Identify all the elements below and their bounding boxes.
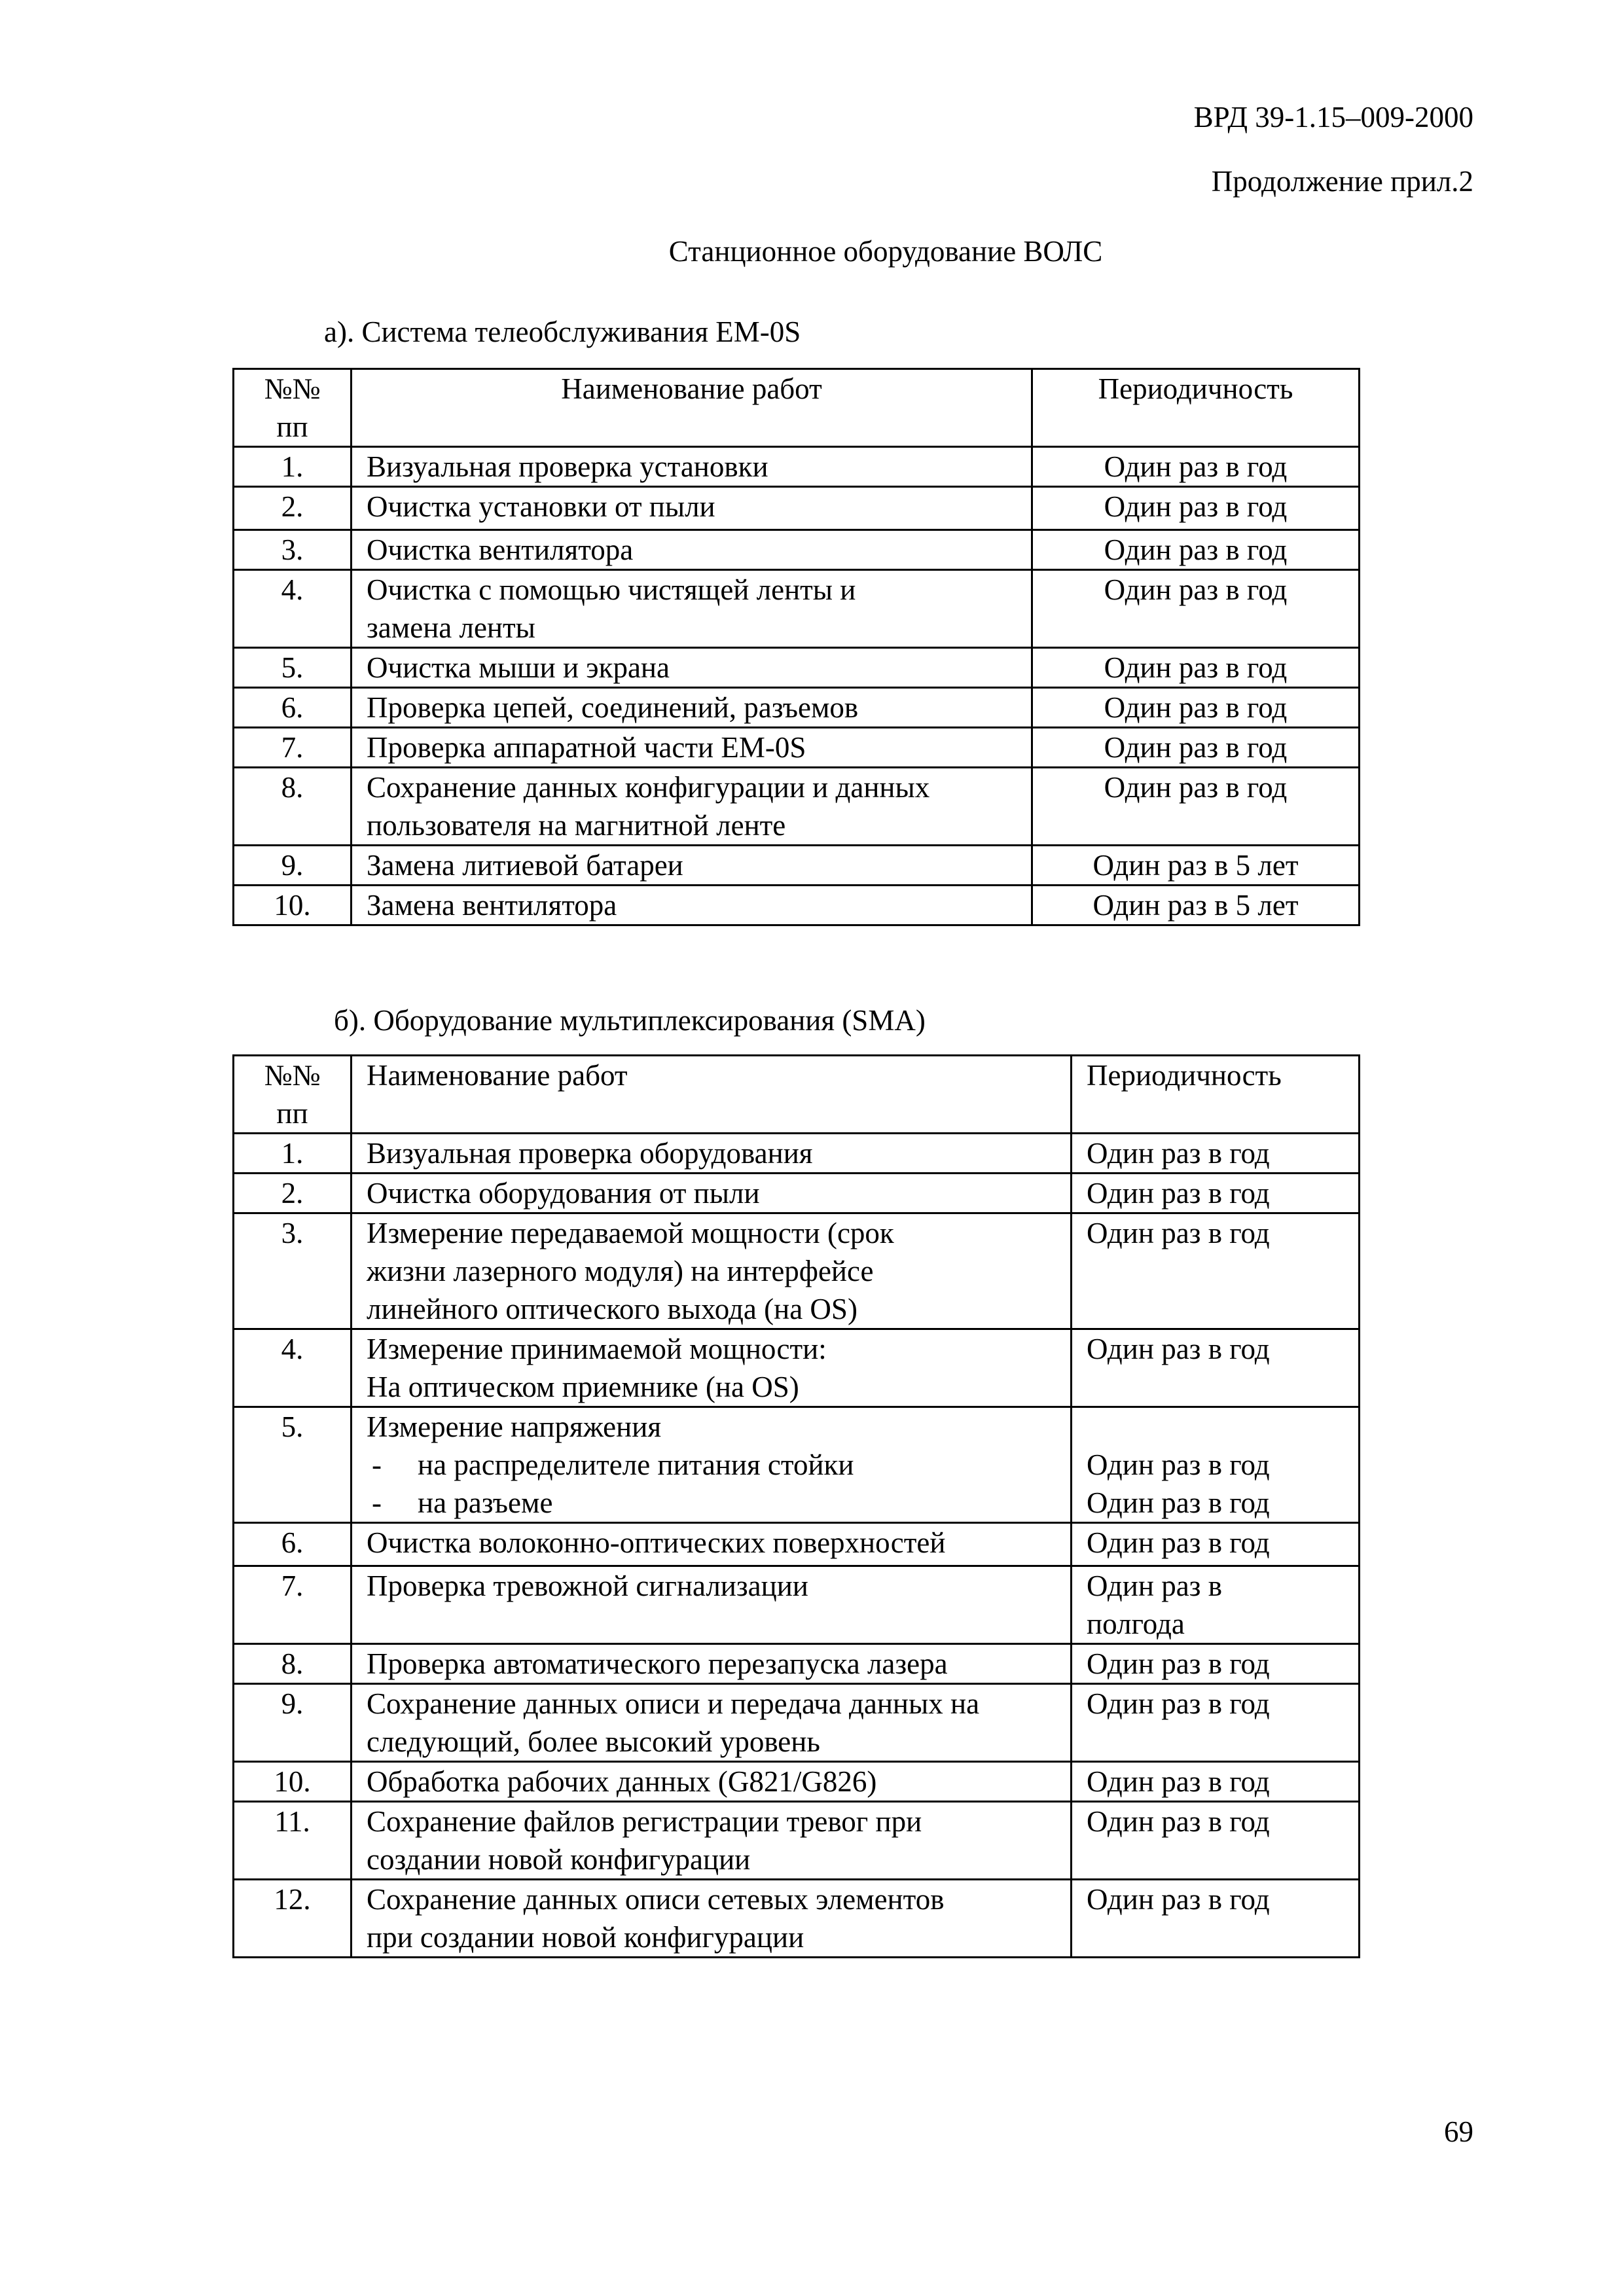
- period-text: Один раз в год: [1104, 651, 1288, 684]
- work-text: создании новой конфигурации: [367, 1843, 751, 1876]
- work-text: при создании новой конфигурации: [367, 1921, 804, 1954]
- period-text: Один раз в год: [1104, 731, 1288, 764]
- table-row: [234, 886, 1360, 925]
- table-header-row: [234, 369, 1360, 447]
- table-row: [234, 1802, 1360, 1880]
- period-text: Один раз в 5 лет: [1092, 849, 1299, 882]
- row-number: [234, 1880, 352, 1958]
- header-period-label: Периодичность: [1087, 1059, 1282, 1092]
- row-number-text: 1.: [281, 450, 304, 483]
- row-period: [1072, 1329, 1360, 1407]
- work-text: Проверка аппаратной части EM-0S: [367, 731, 806, 764]
- row-number: [234, 1802, 352, 1880]
- row-number-text: 10.: [274, 889, 311, 922]
- work-text: Очистка волоконно-оптических поверхностей: [367, 1526, 946, 1559]
- period-text: Один раз в год: [1104, 573, 1288, 606]
- row-number-text: 3.: [281, 1217, 304, 1249]
- row-period: [1032, 688, 1360, 728]
- section-a-caption: а). Система телеобслуживания EM-0S: [324, 315, 801, 348]
- table-row: [234, 1329, 1360, 1407]
- row-number-text: 5.: [281, 1410, 304, 1443]
- period-text: Один раз в год: [1104, 771, 1288, 804]
- row-work: [352, 487, 1032, 530]
- period-text: Один раз в год: [1104, 691, 1288, 724]
- maintenance-table-em0s: [232, 368, 1360, 926]
- row-number-text: 9.: [281, 849, 304, 882]
- period-text: Один раз в год: [1104, 490, 1288, 523]
- work-text: замена ленты: [367, 611, 535, 644]
- row-number: [234, 1407, 352, 1523]
- header-period: [1032, 369, 1360, 447]
- period-text: Один раз в год: [1087, 1486, 1270, 1519]
- row-work: [352, 1566, 1072, 1644]
- table-row: [234, 1213, 1360, 1329]
- row-number: [234, 447, 352, 487]
- row-number-text: 1.: [281, 1137, 304, 1170]
- row-work: [352, 1762, 1072, 1802]
- header-num: [234, 1056, 352, 1134]
- row-work: [352, 1213, 1072, 1329]
- row-number-text: 12.: [274, 1883, 311, 1916]
- page-title: Станционное оборудование ВОЛС: [668, 235, 1103, 268]
- row-period: [1072, 1880, 1360, 1958]
- work-text: Проверка тревожной сигнализации: [367, 1570, 808, 1602]
- row-work: [352, 648, 1032, 688]
- row-period: [1032, 886, 1360, 925]
- work-text: Визуальная проверка установки: [367, 450, 768, 483]
- work-text: Измерение передаваемой мощности (срок: [367, 1217, 894, 1249]
- row-work: [352, 1802, 1072, 1880]
- dash-marker: -: [372, 1486, 382, 1519]
- row-number-text: 4.: [281, 573, 304, 606]
- row-number: [234, 1174, 352, 1213]
- row-period: [1072, 1407, 1360, 1523]
- work-text: следующий, более высокий уровень: [367, 1725, 820, 1758]
- row-work: [352, 1174, 1072, 1213]
- row-work: [352, 1684, 1072, 1762]
- table-body: [234, 369, 1360, 925]
- row-period: [1072, 1523, 1360, 1566]
- table-row: [234, 1566, 1360, 1644]
- row-number-text: 11.: [274, 1805, 310, 1838]
- work-subitem-text: на разъеме: [418, 1486, 553, 1519]
- row-number: [234, 570, 352, 648]
- table-row: [234, 1762, 1360, 1802]
- row-period: [1032, 728, 1360, 768]
- row-number: [234, 487, 352, 530]
- row-period: [1032, 447, 1360, 487]
- header-work-label: Наименование работ: [561, 372, 822, 405]
- period-text: Один раз в год: [1087, 1526, 1270, 1559]
- row-work: [352, 846, 1032, 886]
- work-text: Обработка рабочих данных (G821/G826): [367, 1765, 877, 1798]
- table-row: [234, 570, 1360, 648]
- table-row: [234, 846, 1360, 886]
- row-period: [1072, 1802, 1360, 1880]
- row-period: [1032, 530, 1360, 570]
- work-text: Сохранение данных описи и передача данных на: [367, 1687, 980, 1720]
- period-text: Один раз в год: [1087, 1137, 1270, 1170]
- work-text: Сохранение данных конфигурации и данных: [367, 771, 930, 804]
- table-row: [234, 1684, 1360, 1762]
- work-text: пользователя на магнитной ленте: [367, 809, 786, 842]
- row-number: [234, 1523, 352, 1566]
- table-row: [234, 530, 1360, 570]
- row-number-text: 3.: [281, 533, 304, 566]
- document-code: ВРД 39-1.15–009-2000: [1193, 101, 1473, 134]
- table-row: [234, 648, 1360, 688]
- period-text: Один раз в год: [1087, 1217, 1270, 1249]
- work-text: Очистка вентилятора: [367, 533, 634, 566]
- work-text: Сохранение данных описи сетевых элементов: [367, 1883, 945, 1916]
- period-text: Один раз в год: [1087, 1647, 1270, 1680]
- table-row: [234, 487, 1360, 530]
- table-row: [234, 1407, 1360, 1523]
- row-number-text: 4.: [281, 1333, 304, 1365]
- work-text: Очистка оборудования от пыли: [367, 1177, 760, 1210]
- row-work: [352, 728, 1032, 768]
- row-number-text: 7.: [281, 731, 304, 764]
- header-work: [352, 369, 1032, 447]
- row-number: [234, 1644, 352, 1684]
- header-num: [234, 369, 352, 447]
- work-text: Замена литиевой батареи: [367, 849, 683, 882]
- table-row: [234, 1174, 1360, 1213]
- header-work-label: Наименование работ: [367, 1059, 628, 1092]
- row-period: [1032, 570, 1360, 648]
- table-row: [234, 1523, 1360, 1566]
- row-number-text: 6.: [281, 691, 304, 724]
- row-number: [234, 768, 352, 846]
- work-text: Проверка цепей, соединений, разъемов: [367, 691, 859, 724]
- header-period: [1072, 1056, 1360, 1134]
- row-number: [234, 728, 352, 768]
- work-text: Измерение принимаемой мощности:: [367, 1333, 827, 1365]
- work-text: Очистка мыши и экрана: [367, 651, 670, 684]
- row-period: [1032, 846, 1360, 886]
- work-text: Визуальная проверка оборудования: [367, 1137, 813, 1170]
- work-text: Проверка автоматического перезапуска лазера: [367, 1647, 948, 1680]
- period-text: Один раз в год: [1087, 1333, 1270, 1365]
- period-text: Один раз в год: [1104, 450, 1288, 483]
- row-number: [234, 688, 352, 728]
- header-work: [352, 1056, 1072, 1134]
- row-work: [352, 1644, 1072, 1684]
- row-number-text: 2.: [281, 490, 304, 523]
- row-period: [1032, 648, 1360, 688]
- row-work: [352, 768, 1032, 846]
- row-number: [234, 1684, 352, 1762]
- work-text: Очистка с помощью чистящей ленты и: [367, 573, 856, 606]
- table-row: [234, 688, 1360, 728]
- period-text: Один раз в год: [1104, 533, 1288, 566]
- work-text: Измерение напряжения: [367, 1410, 662, 1443]
- header-num-line: пп: [276, 1097, 308, 1130]
- work-text: Очистка установки от пыли: [367, 490, 715, 523]
- period-text: Один раз в: [1087, 1570, 1222, 1602]
- row-number: [234, 1329, 352, 1407]
- row-work: [352, 447, 1032, 487]
- row-work: [352, 886, 1032, 925]
- row-number: [234, 1566, 352, 1644]
- section-b-caption: б). Оборудование мультиплексирования (SMA): [334, 1004, 926, 1037]
- row-number-text: 7.: [281, 1570, 304, 1602]
- header-num-line: №№: [264, 1059, 321, 1092]
- period-text: Один раз в год: [1087, 1177, 1270, 1210]
- period-text: полгода: [1087, 1607, 1185, 1640]
- page-number: 69: [1444, 2115, 1473, 2148]
- row-period: [1072, 1684, 1360, 1762]
- row-period: [1072, 1134, 1360, 1174]
- row-number-text: 10.: [274, 1765, 311, 1798]
- period-text: Один раз в год: [1087, 1883, 1270, 1916]
- row-work: [352, 688, 1032, 728]
- row-number: [234, 1762, 352, 1802]
- row-work: [352, 1523, 1072, 1566]
- header-num-line: пп: [276, 410, 308, 443]
- row-period: [1032, 768, 1360, 846]
- period-text: Один раз в 5 лет: [1092, 889, 1299, 922]
- table-row: [234, 728, 1360, 768]
- appendix-continuation: Продолжение прил.2: [1211, 165, 1473, 198]
- row-period: [1072, 1174, 1360, 1213]
- row-work: [352, 1880, 1072, 1958]
- row-number: [234, 846, 352, 886]
- row-number: [234, 1213, 352, 1329]
- period-text: Один раз в год: [1087, 1448, 1270, 1481]
- row-number-text: 9.: [281, 1687, 304, 1720]
- period-text: Один раз в год: [1087, 1805, 1270, 1838]
- row-period: [1072, 1644, 1360, 1684]
- header-num-line: №№: [264, 372, 321, 405]
- row-period: [1032, 487, 1360, 530]
- row-period: [1072, 1762, 1360, 1802]
- row-number-text: 2.: [281, 1177, 304, 1210]
- row-work: [352, 530, 1032, 570]
- row-work: [352, 1329, 1072, 1407]
- row-number-text: 8.: [281, 1647, 304, 1680]
- work-subitem: [367, 1484, 1070, 1522]
- row-number: [234, 530, 352, 570]
- row-work: [352, 1134, 1072, 1174]
- dash-marker: -: [372, 1448, 382, 1481]
- table-row: [234, 768, 1360, 846]
- work-text: На оптическом приемнике (на OS): [367, 1371, 799, 1403]
- row-period: [1072, 1213, 1360, 1329]
- row-number-text: 5.: [281, 651, 304, 684]
- row-number: [234, 648, 352, 688]
- period-text: [1087, 1408, 1358, 1446]
- table-row: [234, 1880, 1360, 1958]
- row-work: [352, 1407, 1072, 1523]
- work-text: Сохранение файлов регистрации тревог при: [367, 1805, 922, 1838]
- work-subitem-text: на распределителе питания стойки: [418, 1448, 854, 1481]
- header-period-label: Периодичность: [1098, 372, 1293, 405]
- table-header-row: [234, 1056, 1360, 1134]
- work-text: Замена вентилятора: [367, 889, 617, 922]
- row-number: [234, 886, 352, 925]
- row-number-text: 8.: [281, 771, 304, 804]
- work-subitem: [367, 1446, 1070, 1484]
- row-number-text: 6.: [281, 1526, 304, 1559]
- maintenance-table-sma: [232, 1054, 1360, 1958]
- table-row: [234, 1644, 1360, 1684]
- period-text: Один раз в год: [1087, 1687, 1270, 1720]
- table-row: [234, 1134, 1360, 1174]
- work-text: жизни лазерного модуля) на интерфейсе: [367, 1255, 874, 1287]
- row-work: [352, 570, 1032, 648]
- table-body: [234, 1056, 1360, 1958]
- row-number: [234, 1134, 352, 1174]
- work-text: линейного оптического выхода (на OS): [367, 1293, 857, 1325]
- table-row: [234, 447, 1360, 487]
- row-period: [1072, 1566, 1360, 1644]
- period-text: Один раз в год: [1087, 1765, 1270, 1798]
